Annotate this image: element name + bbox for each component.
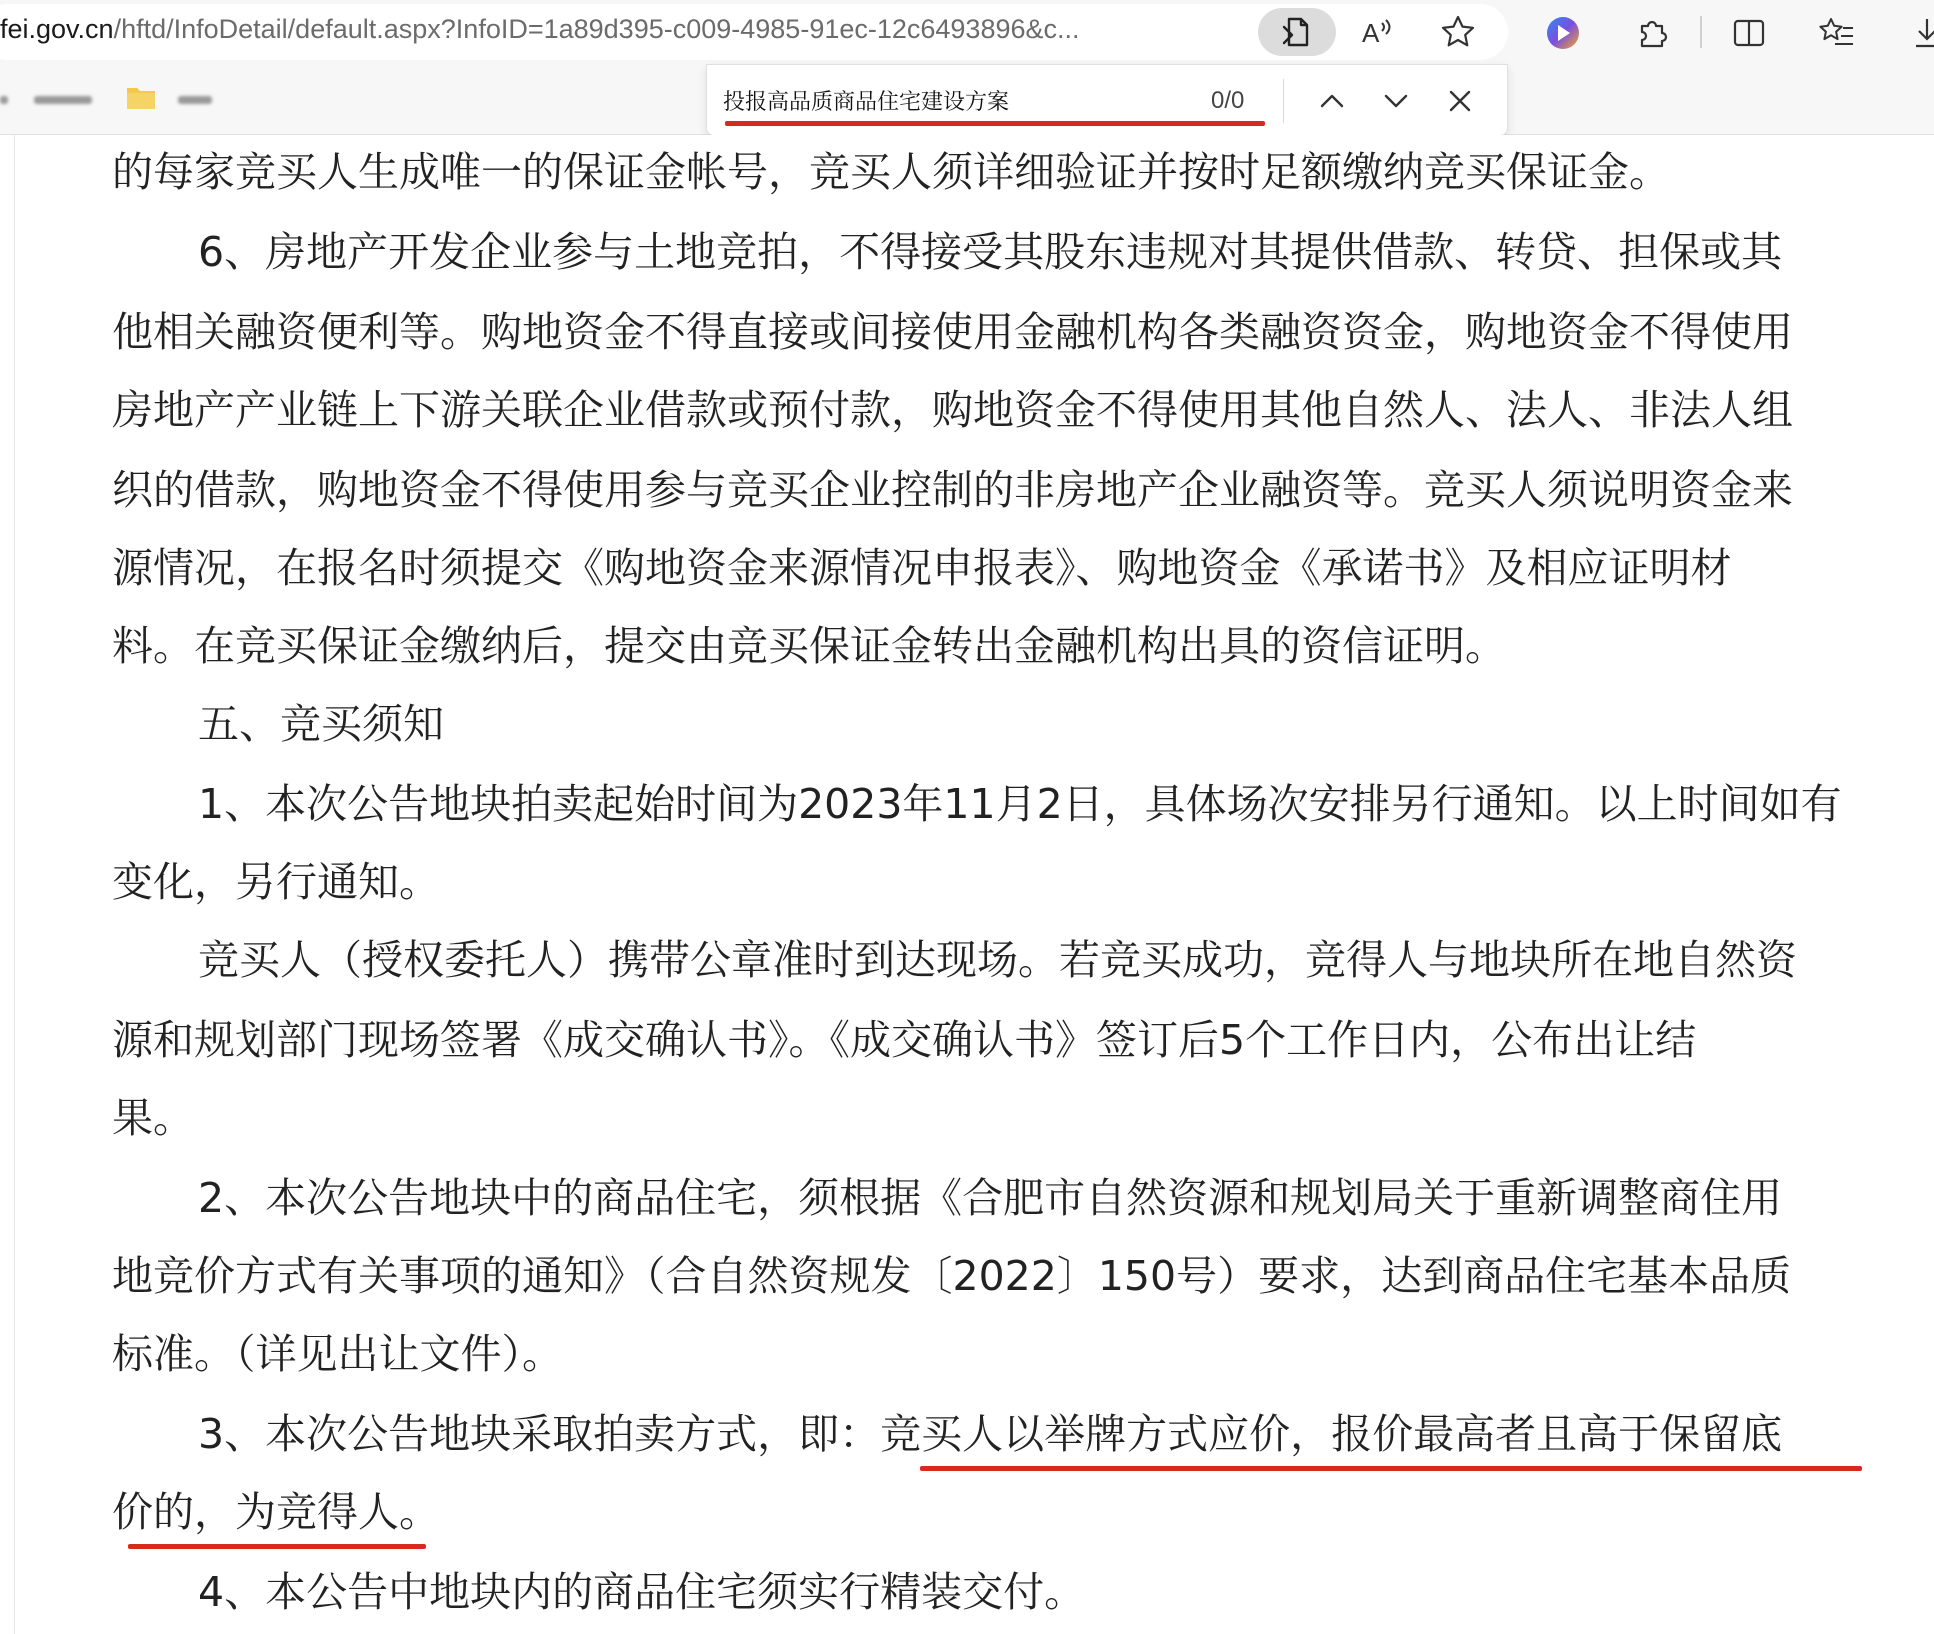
document-line: 价的，为竞得人。 bbox=[112, 1488, 440, 1536]
bookmark-item[interactable] bbox=[34, 96, 92, 104]
favorites-list-icon[interactable] bbox=[1814, 10, 1860, 56]
emphasis-underline bbox=[920, 1466, 1862, 1471]
folder-icon[interactable] bbox=[126, 84, 156, 110]
url-domain: fei.gov.cn bbox=[0, 14, 114, 44]
document-line: 房地产产业链上下游关联企业借款或预付款，购地资金不得使用其他自然人、法人、非法人组 bbox=[112, 386, 1793, 434]
find-bar bbox=[706, 64, 1508, 136]
document-line: 他相关融资便利等。购地资金不得直接或间接使用金融机构各类融资资金，购地资金不得使用 bbox=[112, 308, 1793, 356]
document-line: 竞买人（授权委托人）携带公章准时到达现场。若竞买成功，竞得人与地块所在地自然资 bbox=[198, 936, 1797, 984]
document-line: 源和规划部门现场签署《成交确认书》。《成交确认书》签订后5个工作日内，公布出让结 bbox=[112, 1016, 1697, 1064]
immersive-reader-icon[interactable] bbox=[1258, 8, 1336, 56]
document-line: 的每家竞买人生成唯一的保证金帐号，竞买人须详细验证并按时足额缴纳竞买保证金。 bbox=[112, 148, 1670, 196]
section-heading: 五、竞买须知 bbox=[198, 700, 444, 748]
read-aloud-icon[interactable] bbox=[1354, 8, 1402, 56]
download-icon[interactable] bbox=[1904, 10, 1934, 56]
find-input[interactable] bbox=[723, 83, 1283, 117]
document-line: 变化，另行通知。 bbox=[112, 858, 440, 906]
document-line: 2、本次公告地块中的商品住宅，须根据《合肥市自然资源和规划局关于重新调整商住用 bbox=[198, 1174, 1783, 1222]
document-line: 标准。（详见出让文件）。 bbox=[112, 1330, 563, 1378]
document-line: 4、本公告中地块内的商品住宅须实行精装交付。 bbox=[198, 1568, 1086, 1616]
close-icon bbox=[1446, 87, 1474, 115]
find-query-underline bbox=[725, 121, 1265, 126]
document-line: 果。 bbox=[112, 1094, 194, 1142]
split-screen-icon[interactable] bbox=[1726, 10, 1772, 56]
url-text[interactable] bbox=[0, 14, 1245, 45]
find-close-button[interactable] bbox=[1437, 78, 1483, 124]
find-previous-button[interactable] bbox=[1309, 78, 1355, 124]
document-line: 1、本次公告地块拍卖起始时间为2023年11月2日，具体场次安排另行通知。以上时间如有 bbox=[198, 780, 1842, 828]
chevron-down-icon bbox=[1382, 87, 1410, 115]
star-icon[interactable] bbox=[1434, 8, 1482, 56]
emphasis-underline bbox=[128, 1544, 426, 1549]
find-divider bbox=[1283, 79, 1284, 123]
document-line: 源情况，在报名时须提交《购地资金来源情况申报表》、购地资金《承诺书》及相应证明材 bbox=[112, 544, 1732, 592]
url-path: /hftd/InfoDetail/default.aspx?InfoID=1a89d395-c009-4985-91ec-12c6493896&c... bbox=[113, 14, 1080, 44]
document-line: 料。在竞买保证金缴纳后，提交由竞买保证金转出金融机构出具的资信证明。 bbox=[112, 622, 1506, 670]
toolbar-divider bbox=[1700, 16, 1702, 48]
find-next-button[interactable] bbox=[1373, 78, 1419, 124]
address-bar-row bbox=[0, 0, 1934, 64]
document-line: 6、房地产开发企业参与土地竞拍，不得接受其股东违规对其提供借款、转贷、担保或其 bbox=[198, 228, 1783, 276]
puzzle-icon[interactable] bbox=[1630, 10, 1676, 56]
document-line: 织的借款，购地资金不得使用参与竞买企业控制的非房地产企业融资等。竞买人须说明资金来 bbox=[112, 466, 1793, 514]
find-match-count: 0/0 bbox=[1211, 87, 1245, 114]
document-line: 3、本次公告地块采取拍卖方式，即：竞买人以举牌方式应价，报价最高者且高于保留底 bbox=[198, 1410, 1783, 1458]
bookmark-item[interactable] bbox=[178, 96, 212, 104]
document-line: 地竞价方式有关事项的通知》（合自然资规发〔2022〕150号）要求，达到商品住宅基本品质 bbox=[112, 1252, 1792, 1300]
copilot-icon[interactable] bbox=[1540, 10, 1586, 56]
chevron-up-icon bbox=[1318, 87, 1346, 115]
svg-text:A: A bbox=[1362, 18, 1380, 48]
bookmark-item[interactable] bbox=[0, 96, 8, 104]
